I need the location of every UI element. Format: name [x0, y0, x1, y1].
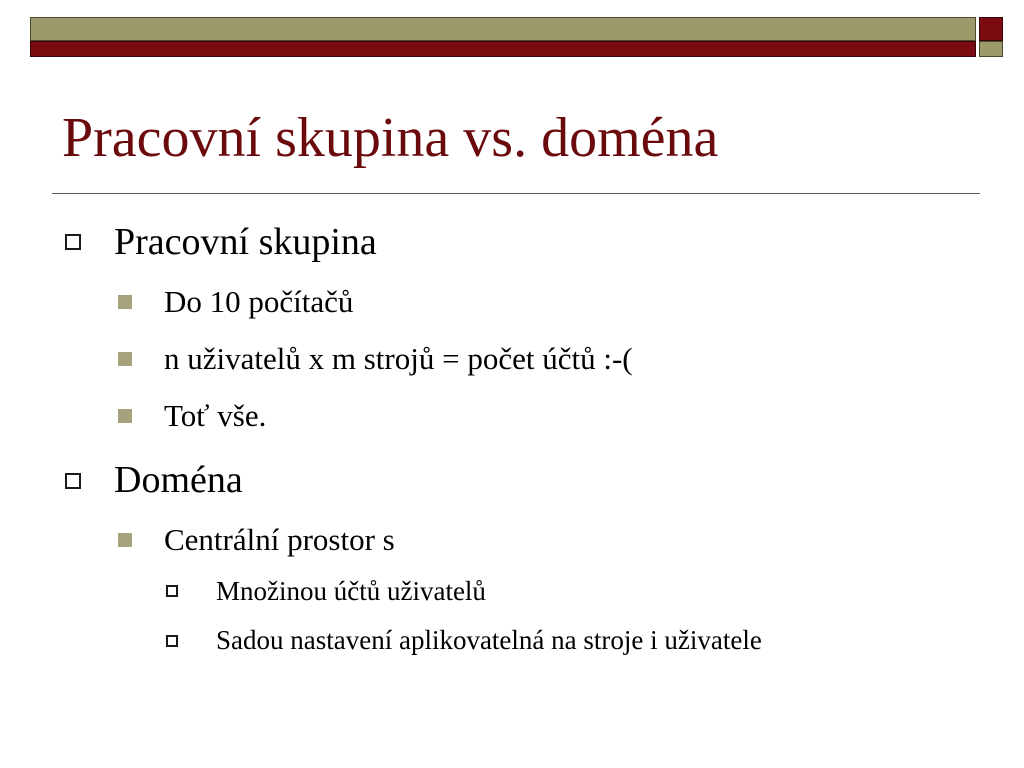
filled-square-bullet-icon — [118, 352, 132, 366]
bullet-text: n uživatelů x m strojů = počet účtů :-( — [164, 341, 633, 376]
header-square-red — [979, 17, 1003, 41]
header-bar-olive — [30, 17, 976, 41]
hollow-square-bullet-icon — [65, 473, 81, 489]
filled-square-bullet-icon — [118, 409, 132, 423]
bullet-text: Množinou účtů uživatelů — [216, 576, 486, 606]
bullet-text: Sadou nastavení aplikovatelná na stroje i uživatele — [216, 625, 762, 655]
hollow-square-bullet-icon — [166, 585, 178, 597]
slide-title: Pracovní skupina vs. doména — [62, 107, 719, 169]
hollow-square-bullet-icon — [166, 635, 178, 647]
bullet-text: Centrální prostor s — [164, 522, 395, 557]
filled-square-bullet-icon — [118, 295, 132, 309]
header-square-olive — [979, 41, 1003, 57]
header-bar-red — [30, 41, 976, 57]
bullet-text: Toť vše. — [164, 398, 267, 433]
hollow-square-bullet-icon — [65, 234, 81, 250]
bullet-text: Do 10 počítačů — [164, 284, 354, 319]
filled-square-bullet-icon — [118, 533, 132, 547]
title-divider — [52, 193, 980, 194]
bullet-text: Doména — [114, 459, 243, 501]
bullet-text: Pracovní skupina — [114, 221, 377, 263]
